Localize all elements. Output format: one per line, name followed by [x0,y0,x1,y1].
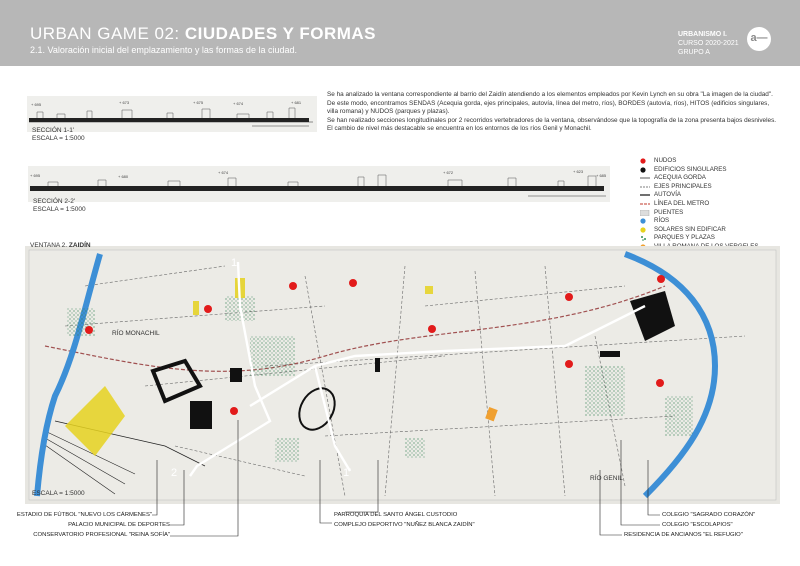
legend-item: EJES PRINCIPALES [640,183,759,192]
course-info: URBANISMO I. CURSO 2020-2021 GRUPO A [678,31,739,56]
svg-text:+ 695: + 695 [30,173,41,178]
svg-text:+ 675: + 675 [193,100,204,105]
legend-item: LÍNEA DEL METRO [640,200,759,209]
section-2-drawing [28,166,610,202]
svg-text:+ 623: + 623 [573,169,584,174]
svg-text:+ 681: + 681 [291,100,302,105]
svg-text:+ 685: + 685 [596,173,607,178]
black-dot-icon [640,167,650,173]
map-scale-label: ESCALA = 1:5000 [32,490,85,497]
section-mark-2: 2 [171,467,178,479]
legend-item: SOLARES SIN EDIFICAR [640,226,759,235]
section-mark-1: 1 [231,257,238,269]
svg-text:+ 674: + 674 [218,170,229,175]
section-mark-1p: 1' [343,467,352,479]
svg-text:+ 673: + 673 [119,100,130,105]
blue-dot-icon [640,218,650,224]
callout-sagrado-corazon: COLEGIO "SAGRADO CORAZÓN" [662,512,756,518]
yellow-dot-icon [640,227,650,233]
legend-item: AUTOVÍA [640,191,759,200]
red-dot-icon [640,158,650,164]
svg-text:+ 680: + 680 [118,174,129,179]
legend-item: EDIFICIOS SINGULARES [640,166,759,175]
legend-item: PARQUES Y PLAZAS [640,234,759,243]
green-dots-icon [640,235,650,241]
svg-text:+ 672: + 672 [443,170,454,175]
river-genil-label: RÍO GENIL [590,475,623,482]
intro-text: Se ha analizado la ventana correspondiente al barrio del Zaidín atendiendo a los elementos empleados por Kevin Lynch en su obra "La imagen de la ciudad". De este modo, encontramos SENDAS (Acequia gorda, ejes principales, autovía, línea del metro, ríos), BORDES (autovía, ríos), HITOS (edificios singulares, villa romana) y NUDOS (parques y plazas). Se han realizado secciones longitudinales por 2 recorridos vertebradores de la ventana, observándose que la topografía de la zona presenta bajos desniveles. El cambio de nivel más destacable se encuentra en los entornos de los ríos Genil y Monachil. [327,91,777,133]
section-2-label: SECCIÓN 2-2' ESCALA = 1:5000 [33,198,86,213]
legend-item: PUENTES [640,209,759,218]
legend-item: NUDOS [640,157,759,166]
callout-conservatory: CONSERVATORIO PROFESIONAL "REINA SOFÍA" [33,532,170,538]
section-1-label: SECCIÓN 1-1' ESCALA = 1:5000 [32,127,85,142]
callout-escolapios: COLEGIO "ESCOLAPIOS" [662,522,733,528]
legend-item: ACEQUIA GORDA [640,174,759,183]
dashed-line-icon [640,184,650,190]
page-subtitle: 2.1. Valoración inicial del emplazamiento y las formas de la ciudad. [30,45,297,55]
svg-text:+ 674: + 674 [233,101,244,106]
svg-text:+ 695: + 695 [31,102,42,107]
callout-sports-palace: PALACIO MUNICIPAL DE DEPORTES [68,522,170,528]
page-title: URBAN GAME 02: CIUDADES Y FORMAS [30,24,376,43]
legend-item: RÍOS [640,217,759,226]
callout-parish: PARROQUIA DEL SANTO ÁNGEL CUSTODIO [334,512,458,518]
legend [640,157,759,252]
line-icon [640,192,650,198]
red-line-icon [640,201,650,207]
line-icon [640,175,650,181]
river-monachil-label: RÍO MONACHIL [112,330,160,337]
map-window-label: VENTANA 2. ZAIDÍN [30,242,91,249]
callout-stadium: ESTADIO DE FÚTBOL "NUEVO LOS CÁRMENES" [16,512,152,518]
school-logo: a— [747,27,771,51]
header-bar [0,0,800,66]
hatch-icon [640,210,650,216]
callout-residence: RESIDENCIA DE ANCIANOS "EL REFUGIO" [624,532,743,538]
callout-sports-complex: COMPLEJO DEPORTIVO "NUÑEZ BLANCA ZAIDÍN" [334,522,475,528]
